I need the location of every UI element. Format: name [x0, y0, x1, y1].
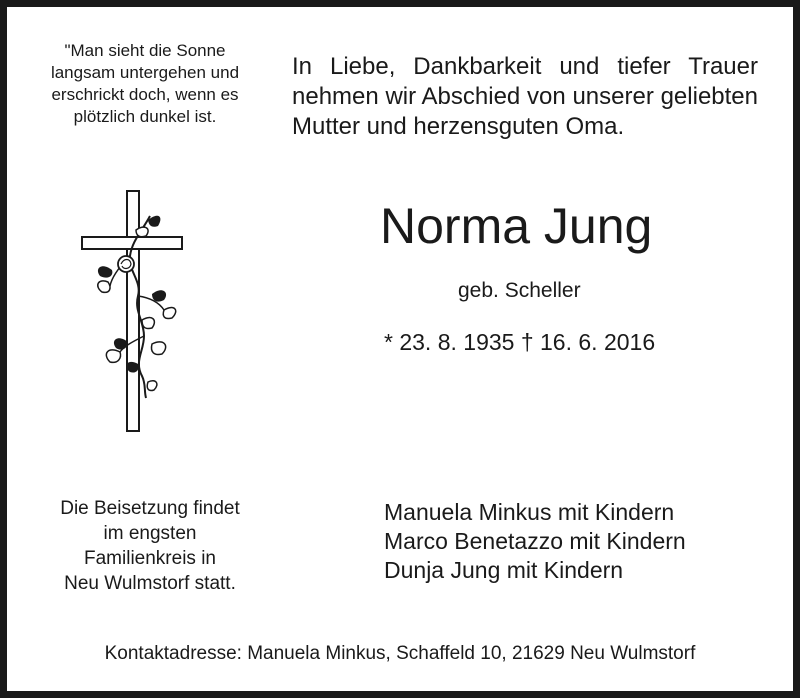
- cross-with-roses-icon: [72, 186, 192, 436]
- quote-text: "Man sieht die Sonne langsam untergehen und erschrickt doch, wenn es plötzlich dunkel ist.: [50, 41, 240, 126]
- intro-text: In Liebe, Dankbarkeit und tiefer Trauer nehmen wir Abschied von unserer geliebten Mutter und herzensguten Oma.: [292, 53, 758, 140]
- contact-address: Kontaktadresse: Manuela Minkus, Schaffeld 10, 21629 Neu Wulmstorf: [104, 643, 696, 664]
- mourner-name: Marco Benetazzo mit Kindern: [384, 528, 686, 554]
- mourner-name: Manuela Minkus mit Kindern: [384, 499, 675, 525]
- maiden-name: geb. Scheller: [458, 279, 581, 302]
- mourner-name: Dunja Jung mit Kindern: [384, 557, 624, 583]
- burial-notice: Die Beisetzung findet im engsten Familienkreis in Neu Wulmstorf statt.: [60, 498, 240, 594]
- mourners-list: [384, 498, 686, 585]
- deceased-name: Norma Jung: [380, 198, 653, 254]
- life-dates: * 23. 8. 1935 † 16. 6. 2016: [384, 329, 656, 355]
